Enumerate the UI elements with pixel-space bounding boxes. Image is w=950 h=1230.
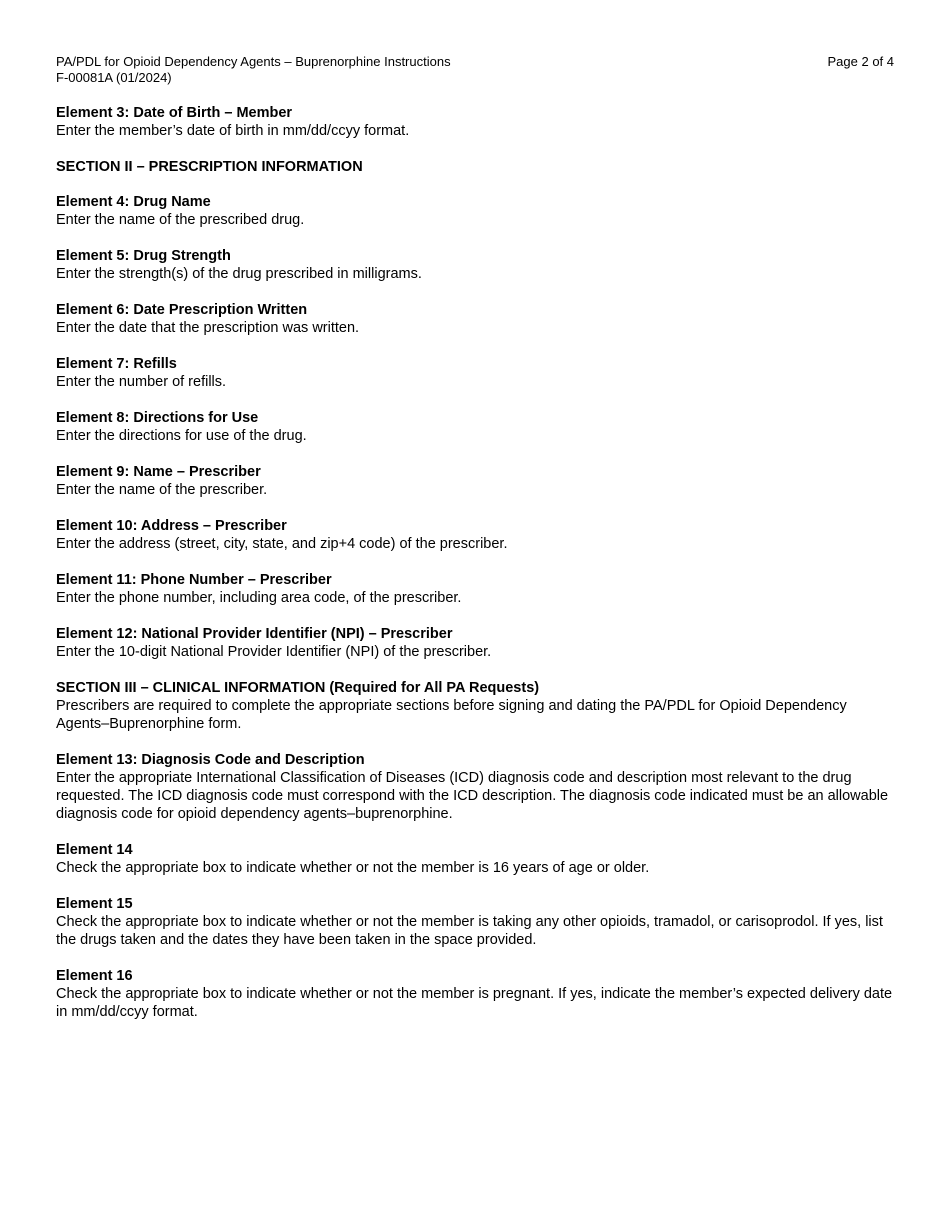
element-block <box>56 193 894 229</box>
element-block <box>56 751 894 823</box>
page-number: Page 2 of 4 <box>827 54 894 69</box>
element-text: Enter the member’s date of birth in mm/dd/ccyy format. <box>56 123 410 139</box>
element-text: Enter the date that the prescription was written. <box>56 320 360 336</box>
element-title: Element 6: Date Prescription Written <box>56 302 308 318</box>
element-text: Enter the directions for use of the drug. <box>56 428 307 444</box>
page-content <box>56 104 894 1021</box>
element-title: Element 16 <box>56 968 133 984</box>
element-title: Element 5: Drug Strength <box>56 248 231 264</box>
element-block <box>56 571 894 607</box>
element-block <box>56 625 894 661</box>
element-block <box>56 409 894 445</box>
element-title: Element 12: National Provider Identifier (NPI) – Prescriber <box>56 626 453 642</box>
element-text: Enter the number of refills. <box>56 374 227 390</box>
doc-title: PA/PDL for Opioid Dependency Agents – Buprenorphine Instructions <box>56 54 451 69</box>
element-block <box>56 841 894 877</box>
element-block <box>56 517 894 553</box>
element-block <box>56 355 894 391</box>
section-intro-block <box>56 679 894 733</box>
element-block <box>56 301 894 337</box>
element-title: Element 14 <box>56 842 133 858</box>
element-text: Enter the appropriate International Classification of Diseases (ICD) diagnosis code and description most relevant to the drug requested. The ICD diagnosis code must correspond with the ICD description. The diagnosis code indicated must be an allowable diagnosis code for opioid dependency agents–buprenorphine. <box>56 770 889 822</box>
element-title: Element 11: Phone Number – Prescriber <box>56 572 332 588</box>
element-text: Enter the phone number, including area code, of the prescriber. <box>56 590 462 606</box>
element-text: Check the appropriate box to indicate whether or not the member is taking any other opioids, tramadol, or carisoprodol. If yes, list the drugs taken and the dates they have been taken in the space provided. <box>56 914 883 948</box>
element-title: Element 3: Date of Birth – Member <box>56 105 293 121</box>
element-title: Element 10: Address – Prescriber <box>56 518 287 534</box>
element-block <box>56 463 894 499</box>
element-title: Element 9: Name – Prescriber <box>56 464 261 480</box>
element-text: Enter the name of the prescribed drug. <box>56 212 305 228</box>
element-text: Enter the address (street, city, state, and zip+4 code) of the prescriber. <box>56 536 508 552</box>
element-block <box>56 247 894 283</box>
form-number: F-00081A (01/2024) <box>56 70 172 85</box>
element-title: Element 15 <box>56 896 133 912</box>
page-header <box>56 54 894 86</box>
element-block <box>56 967 894 1021</box>
element-text: Enter the 10-digit National Provider Identifier (NPI) of the prescriber. <box>56 644 492 660</box>
element-title: Element 8: Directions for Use <box>56 410 259 426</box>
element-title: Element 13: Diagnosis Code and Description <box>56 752 365 768</box>
section-heading: SECTION III – CLINICAL INFORMATION (Required for All PA Requests) <box>56 680 540 696</box>
element-block <box>56 104 894 140</box>
element-text: Enter the name of the prescriber. <box>56 482 268 498</box>
element-text: Check the appropriate box to indicate whether or not the member is 16 years of age or older. <box>56 860 650 876</box>
section-heading: SECTION II – PRESCRIPTION INFORMATION <box>56 159 363 175</box>
element-text: Enter the strength(s) of the drug prescribed in milligrams. <box>56 266 422 282</box>
element-text: Check the appropriate box to indicate whether or not the member is pregnant. If yes, indicate the member’s expected delivery date in mm/dd/ccyy format. <box>56 986 893 1020</box>
section-intro: Prescribers are required to complete the appropriate sections before signing and dating the PA/PDL for Opioid Dependency Agents–Buprenorphine form. <box>56 698 847 732</box>
element-block <box>56 895 894 949</box>
element-title: Element 4: Drug Name <box>56 194 211 210</box>
element-title: Element 7: Refills <box>56 356 177 372</box>
